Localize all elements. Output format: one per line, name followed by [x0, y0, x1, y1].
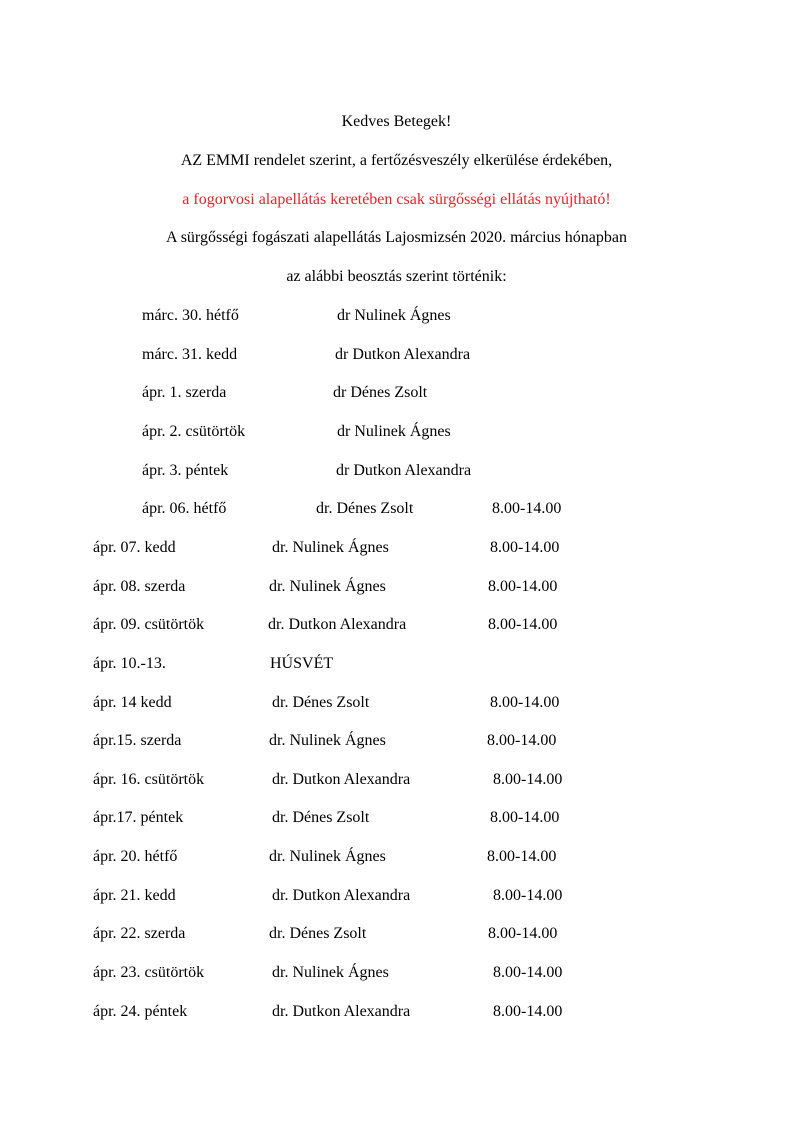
schedule-row — [0, 422, 793, 442]
schedule-doctor: dr. Dutkon Alexandra — [268, 616, 407, 633]
schedule-hours: 8.00-14.00 — [490, 809, 560, 826]
schedule-date: ápr. 22. szerda — [93, 925, 186, 942]
schedule-row — [0, 693, 793, 713]
schedule-date: ápr. 24. péntek — [93, 1003, 188, 1020]
schedule-row — [0, 538, 793, 558]
schedule-row — [0, 847, 793, 867]
schedule-hours: 8.00-14.00 — [493, 771, 563, 788]
schedule-doctor: dr. Dénes Zsolt — [272, 809, 370, 826]
schedule-doctor: dr. Dénes Zsolt — [269, 925, 367, 942]
schedule-row — [0, 770, 793, 790]
schedule-hours: 8.00-14.00 — [493, 887, 563, 904]
schedule-doctor: HÚSVÉT — [270, 655, 334, 672]
schedule-doctor: dr. Dénes Zsolt — [316, 500, 414, 517]
schedule-row — [0, 615, 793, 635]
schedule-row — [0, 461, 793, 481]
schedule-row — [0, 808, 793, 828]
schedule-date: ápr. 06. hétfő — [142, 500, 227, 517]
schedule-date: ápr. 21. kedd — [93, 887, 176, 904]
schedule-doctor: dr. Nulinek Ágnes — [269, 578, 386, 595]
schedule-hours: 8.00-14.00 — [487, 732, 557, 749]
schedule-hours: 8.00-14.00 — [488, 925, 558, 942]
decree-line: AZ EMMI rendelet szerint, a fertőzésveszély elkerülése érdekében, — [180, 152, 613, 169]
schedule-date: ápr.17. péntek — [93, 809, 184, 826]
schedule-date: ápr. 07. kedd — [93, 539, 176, 556]
schedule-date: ápr. 23. csütörtök — [93, 964, 205, 981]
schedule-hours: 8.00-14.00 — [493, 1003, 563, 1020]
schedule-date: ápr. 20. hétfő — [93, 848, 178, 865]
schedule-intro-continued: az alábbi beosztás szerint történik: — [286, 268, 507, 285]
schedule-intro: A sürgősségi fogászati alapellátás Lajosmizsén 2020. március hónapban — [166, 229, 627, 246]
schedule-doctor: dr. Dénes Zsolt — [272, 694, 370, 711]
schedule-doctor: dr. Dutkon Alexandra — [272, 771, 411, 788]
schedule-date: ápr. 3. péntek — [142, 462, 229, 479]
schedule-doctor: dr Dutkon Alexandra — [335, 346, 471, 363]
schedule-row — [0, 306, 793, 326]
schedule-row — [0, 924, 793, 944]
schedule-row — [0, 963, 793, 983]
schedule-row — [0, 731, 793, 751]
schedule-doctor: dr Nulinek Ágnes — [337, 423, 451, 440]
schedule-date: ápr. 1. szerda — [142, 384, 227, 401]
schedule-doctor: dr. Dutkon Alexandra — [272, 1003, 411, 1020]
schedule-hours: 8.00-14.00 — [488, 578, 558, 595]
schedule-row — [0, 499, 793, 519]
schedule-date: márc. 30. hétfő — [142, 307, 239, 324]
schedule-doctor: dr Dutkon Alexandra — [336, 462, 472, 479]
schedule-hours: 8.00-14.00 — [492, 500, 562, 517]
schedule-row — [0, 577, 793, 597]
schedule-date: márc. 31. kedd — [142, 346, 238, 363]
schedule-doctor: dr. Nulinek Ágnes — [272, 964, 389, 981]
schedule-date: ápr. 10.-13. — [93, 655, 166, 672]
schedule-doctor: dr Nulinek Ágnes — [337, 307, 451, 324]
schedule-doctor: dr. Nulinek Ágnes — [269, 732, 386, 749]
schedule-row — [0, 886, 793, 906]
schedule-hours: 8.00-14.00 — [490, 539, 560, 556]
schedule-date: ápr. 09. csütörtök — [93, 616, 205, 633]
schedule-doctor: dr. Nulinek Ágnes — [269, 848, 386, 865]
schedule-row — [0, 1002, 793, 1022]
schedule-date: ápr. 16. csütörtök — [93, 771, 205, 788]
schedule-date: ápr. 2. csütörtök — [142, 423, 246, 440]
schedule-date: ápr. 08. szerda — [93, 578, 186, 595]
schedule-hours: 8.00-14.00 — [490, 694, 560, 711]
schedule-hours: 8.00-14.00 — [493, 964, 563, 981]
schedule-hours: 8.00-14.00 — [487, 848, 557, 865]
schedule-doctor: dr. Dutkon Alexandra — [272, 887, 411, 904]
schedule-row — [0, 654, 793, 674]
schedule-date: ápr.15. szerda — [93, 732, 182, 749]
schedule-date: ápr. 14 kedd — [93, 694, 172, 711]
schedule-hours: 8.00-14.00 — [488, 616, 558, 633]
urgent-care-notice: a fogorvosi alapellátás keretében csak sürgősségi ellátás nyújtható! — [182, 191, 611, 208]
schedule-doctor: dr. Nulinek Ágnes — [272, 539, 389, 556]
schedule-row — [0, 383, 793, 403]
greeting: Kedves Betegek! — [341, 113, 452, 130]
schedule-row — [0, 345, 793, 365]
schedule-doctor: dr Dénes Zsolt — [333, 384, 428, 401]
